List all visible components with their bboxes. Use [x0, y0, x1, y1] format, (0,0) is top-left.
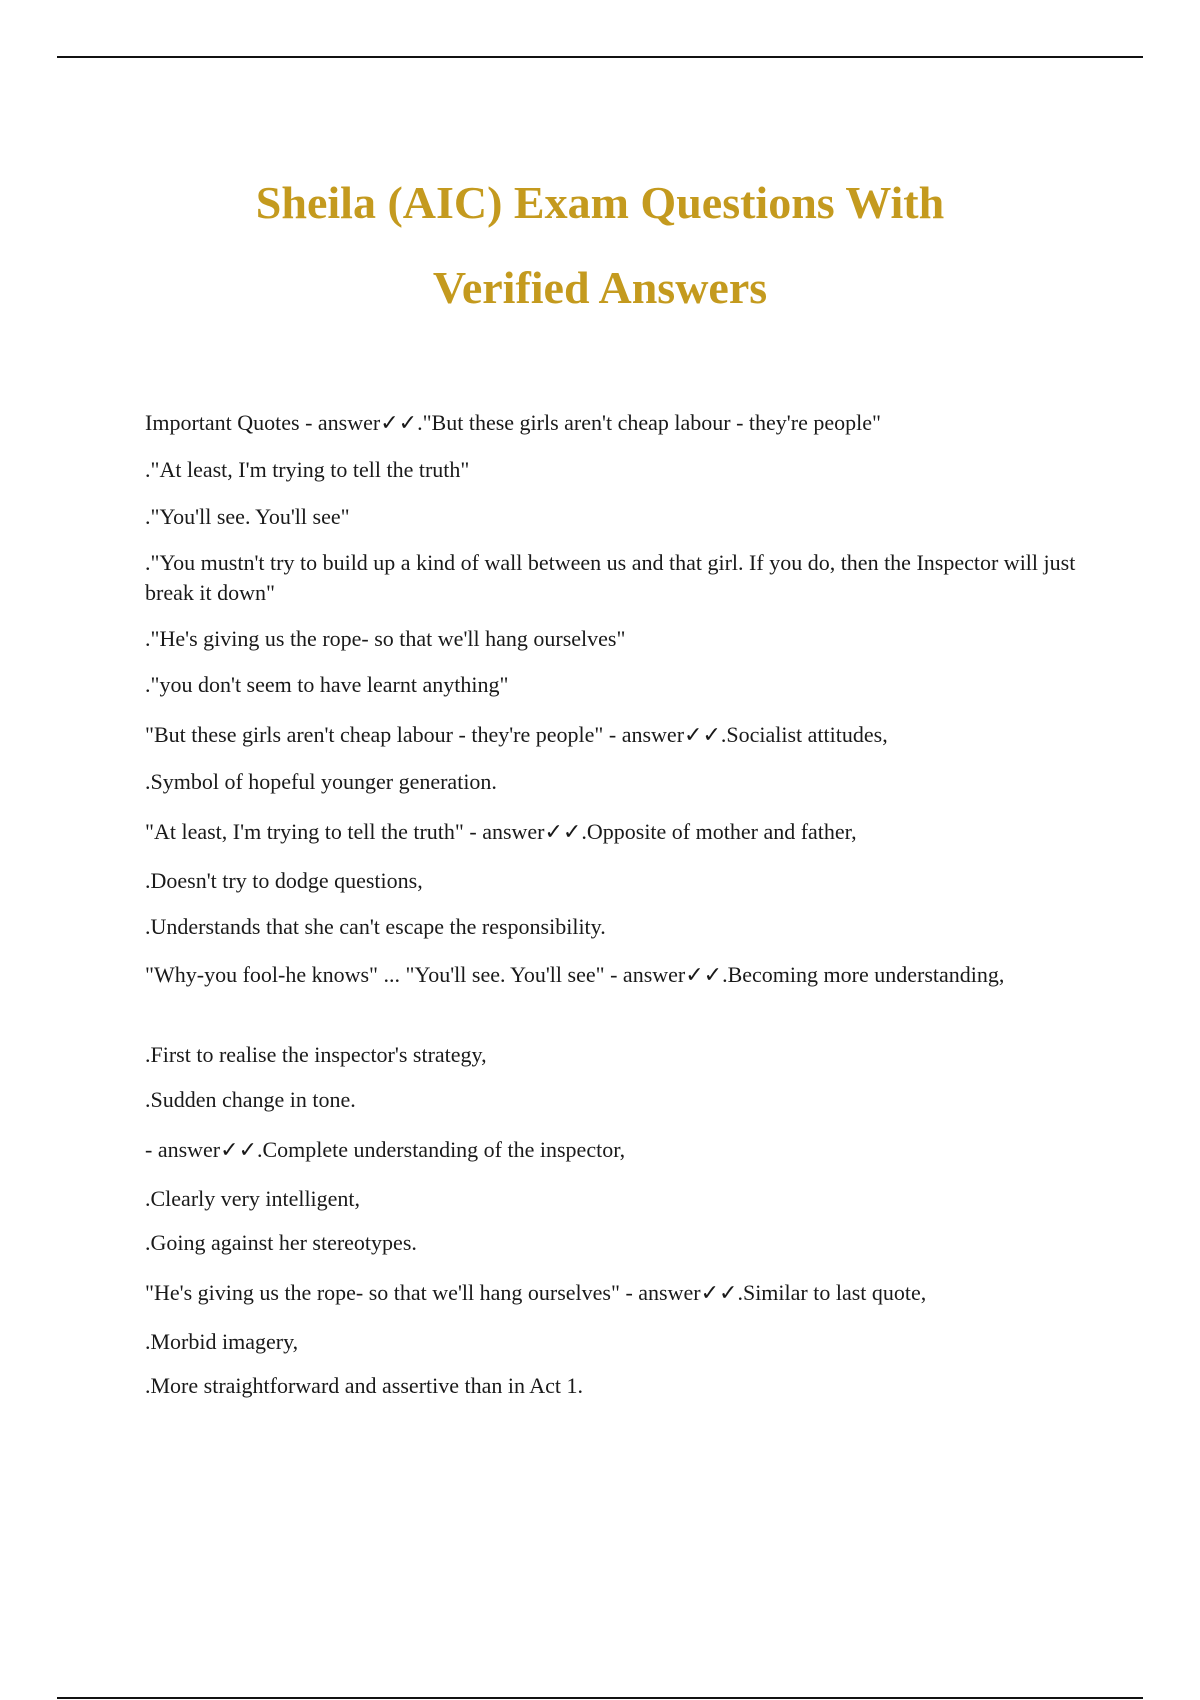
body-line: .Clearly very intelligent, — [145, 1186, 361, 1211]
title-line-1: Sheila (AIC) Exam Questions With — [255, 177, 945, 228]
body-line: ."He's giving us the rope- so that we'll hang ourselves" — [145, 626, 626, 651]
body-line: .First to realise the inspector's strategy, — [145, 1042, 487, 1067]
body-line: .Going against her stereotypes. — [145, 1230, 417, 1255]
body-line: .Morbid imagery, — [145, 1329, 299, 1354]
body-line: ."you don't seem to have learnt anything" — [145, 672, 509, 697]
title-line-2: Verified Answers — [432, 262, 768, 313]
body-line: .Doesn't try to dodge questions, — [145, 868, 423, 893]
body-line: "But these girls aren't cheap labour - they're people" - answer✓✓.Socialist attitudes, — [145, 722, 888, 747]
body-line: "He's giving us the rope- so that we'll hang ourselves" - answer✓✓.Similar to last quote, — [145, 1280, 927, 1305]
body-line: Important Quotes - answer✓✓."But these girls aren't cheap labour - they're people" — [145, 410, 881, 435]
body-line: .More straightforward and assertive than in Act 1. — [145, 1373, 584, 1398]
body-line: ."At least, I'm trying to tell the truth" — [145, 457, 470, 482]
body-line: .Understands that she can't escape the responsibility. — [145, 914, 606, 939]
bottom-rule — [57, 1697, 1143, 1699]
top-rule — [57, 56, 1143, 58]
body-line: "At least, I'm trying to tell the truth" - answer✓✓.Opposite of mother and father, — [145, 819, 857, 844]
body-line: ."You'll see. You'll see" — [145, 504, 350, 529]
body-line: .Sudden change in tone. — [145, 1087, 356, 1112]
body-line: "Why-you fool-he knows" ... "You'll see. You'll see" - answer✓✓.Becoming more understanding, — [145, 962, 1005, 987]
document-title — [0, 160, 1200, 330]
body-line: ."You mustn't try to build up a kind of wall between us and that girl. If you do, then the Inspector will just break it down" — [145, 550, 1076, 605]
body-line: .Symbol of hopeful younger generation. — [145, 769, 497, 794]
body-line: - answer✓✓.Complete understanding of the inspector, — [145, 1137, 626, 1162]
